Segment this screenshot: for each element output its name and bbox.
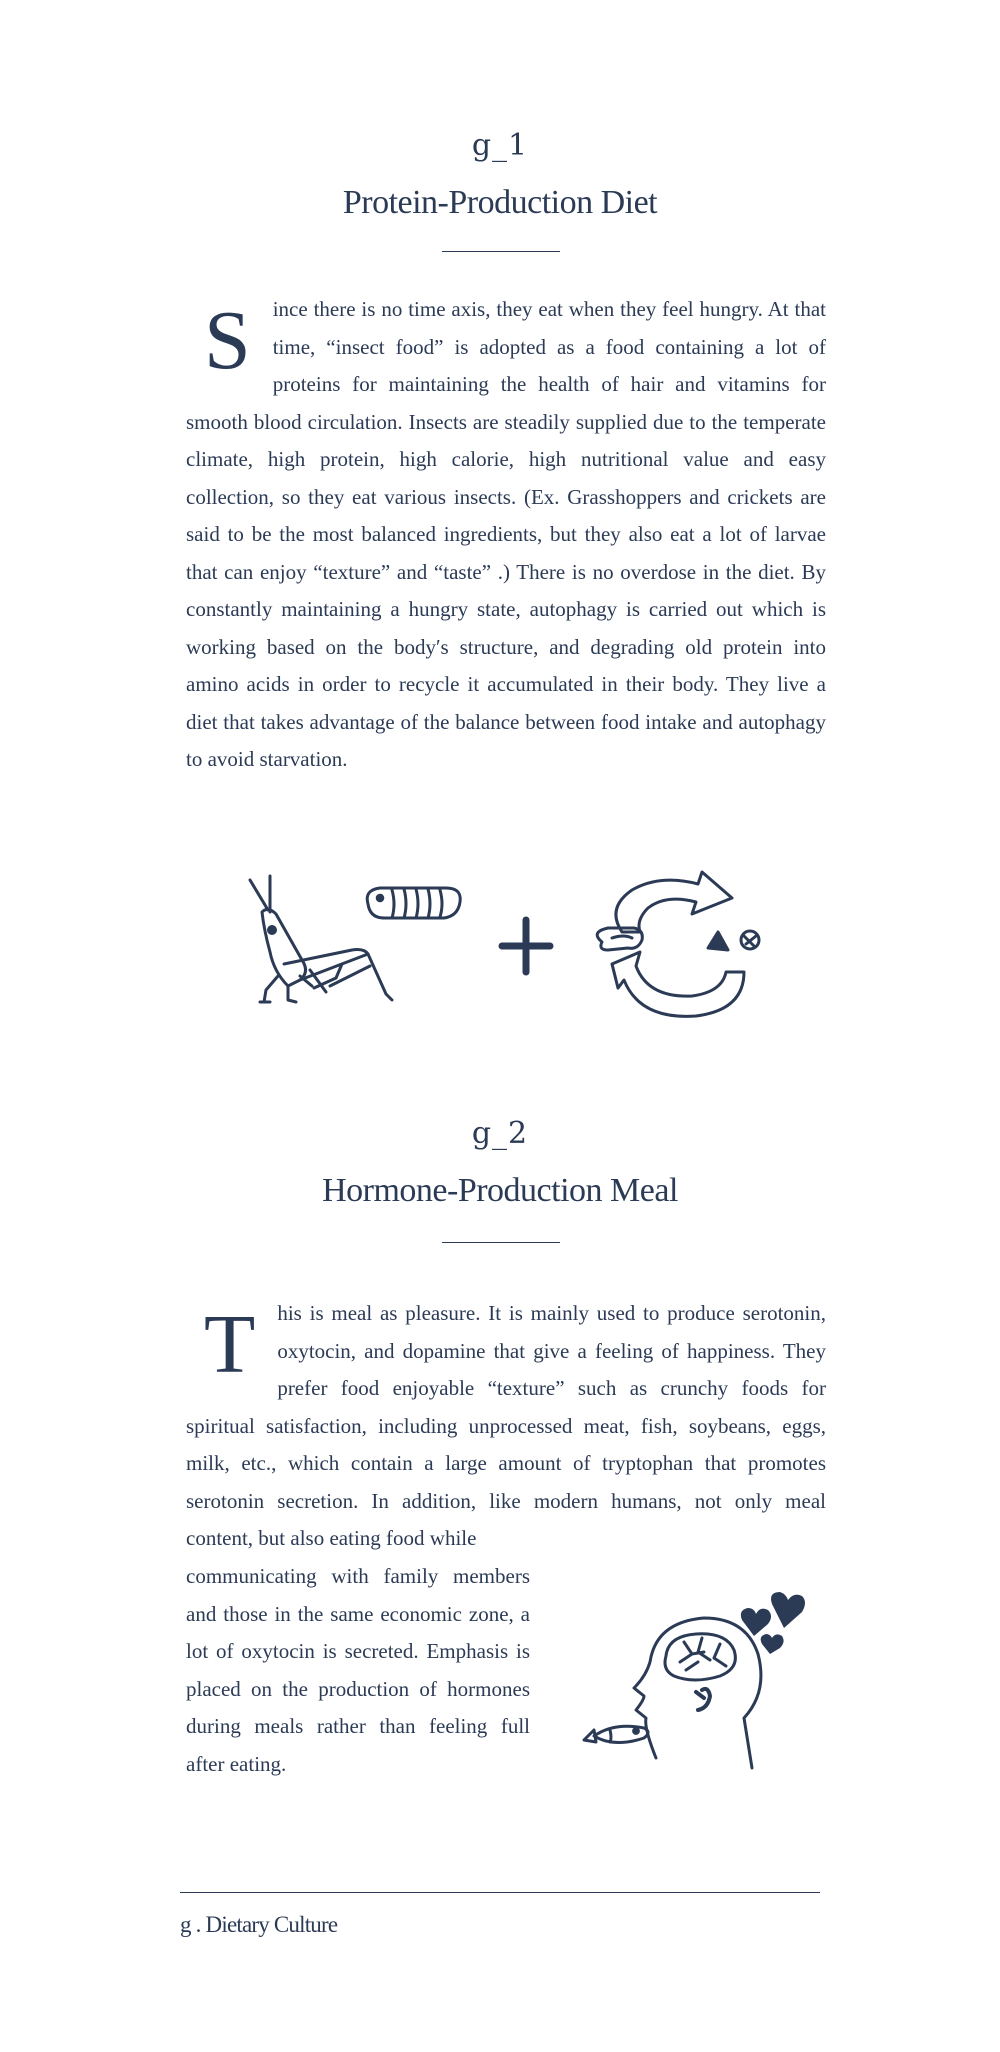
- section-title: Hormone-Production Meal: [322, 1172, 678, 1209]
- section-body: [186, 291, 826, 779]
- drop-cap: T: [204, 1298, 256, 1391]
- body-paragraph: ince there is no time axis, they eat when they feel hungry. At that time, “insect food” is adopted as a food containing a lot of proteins for maintaining the health of hair and vitamins for smooth blood circulation. Insects are steadily supplied due to the temperate climate, high protein, high calorie, high nutritional value and easy collection, so they eat various insects. (Ex. Grasshoppers and crickets are said to be the most balanced ingredients, but they also eat a lot of larvae that can enjoy “texture” and “taste” .) There is no overdose in the diet. By constantly maintaining a hungry state, autophagy is carried out which is working based on the body′s structure, and degrading old protein into amino acids in order to recycle it accumulated in their body. They live a diet that takes advantage of the balance between food intake and autophagy to avoid starvation.: [186, 297, 826, 771]
- fish-icon: [584, 1726, 648, 1742]
- title-underline: [442, 1242, 560, 1243]
- section-body-continued: communicating with family members and those in the same economic zone, a lot of oxytocin is secreted. Emphasis is placed on the production of hormones during meals rather than feeling full after eating.: [186, 1564, 530, 1776]
- footer-label: g . Dietary Culture: [180, 1912, 338, 1937]
- recycle-cycle-icon: [597, 872, 759, 1016]
- drop-cap: S: [204, 294, 251, 387]
- grasshopper-icon: [250, 876, 392, 1002]
- head-with-brain-icon: [634, 1618, 761, 1768]
- section-body: [186, 1295, 826, 1558]
- section-title: Protein-Production Diet: [342, 184, 658, 221]
- plus-icon: [502, 920, 550, 972]
- section-number: g_2: [471, 1116, 529, 1151]
- footer-rule: [180, 1892, 820, 1893]
- title-underline: [442, 251, 560, 252]
- body-paragraph: his is meal as pleasure. It is mainly used to produce serotonin, oxytocin, and dopamine that give a feeling of happiness. They prefer food enjoyable “texture” such as crunchy foods for spiritual satisfaction, including unprocessed meat, fish, soybeans, eggs, milk, etc., which contain a large amount of tryptophan that promotes serotonin secretion. In addition, like modern humans, not only meal content, but also eating food while: [186, 1301, 826, 1550]
- hearts-icon: [741, 1592, 805, 1654]
- hormone-meal-illustration: [574, 1592, 814, 1782]
- section-number: g_1: [471, 128, 529, 163]
- protein-diet-illustration: [240, 868, 770, 1038]
- larva-icon: [367, 888, 460, 918]
